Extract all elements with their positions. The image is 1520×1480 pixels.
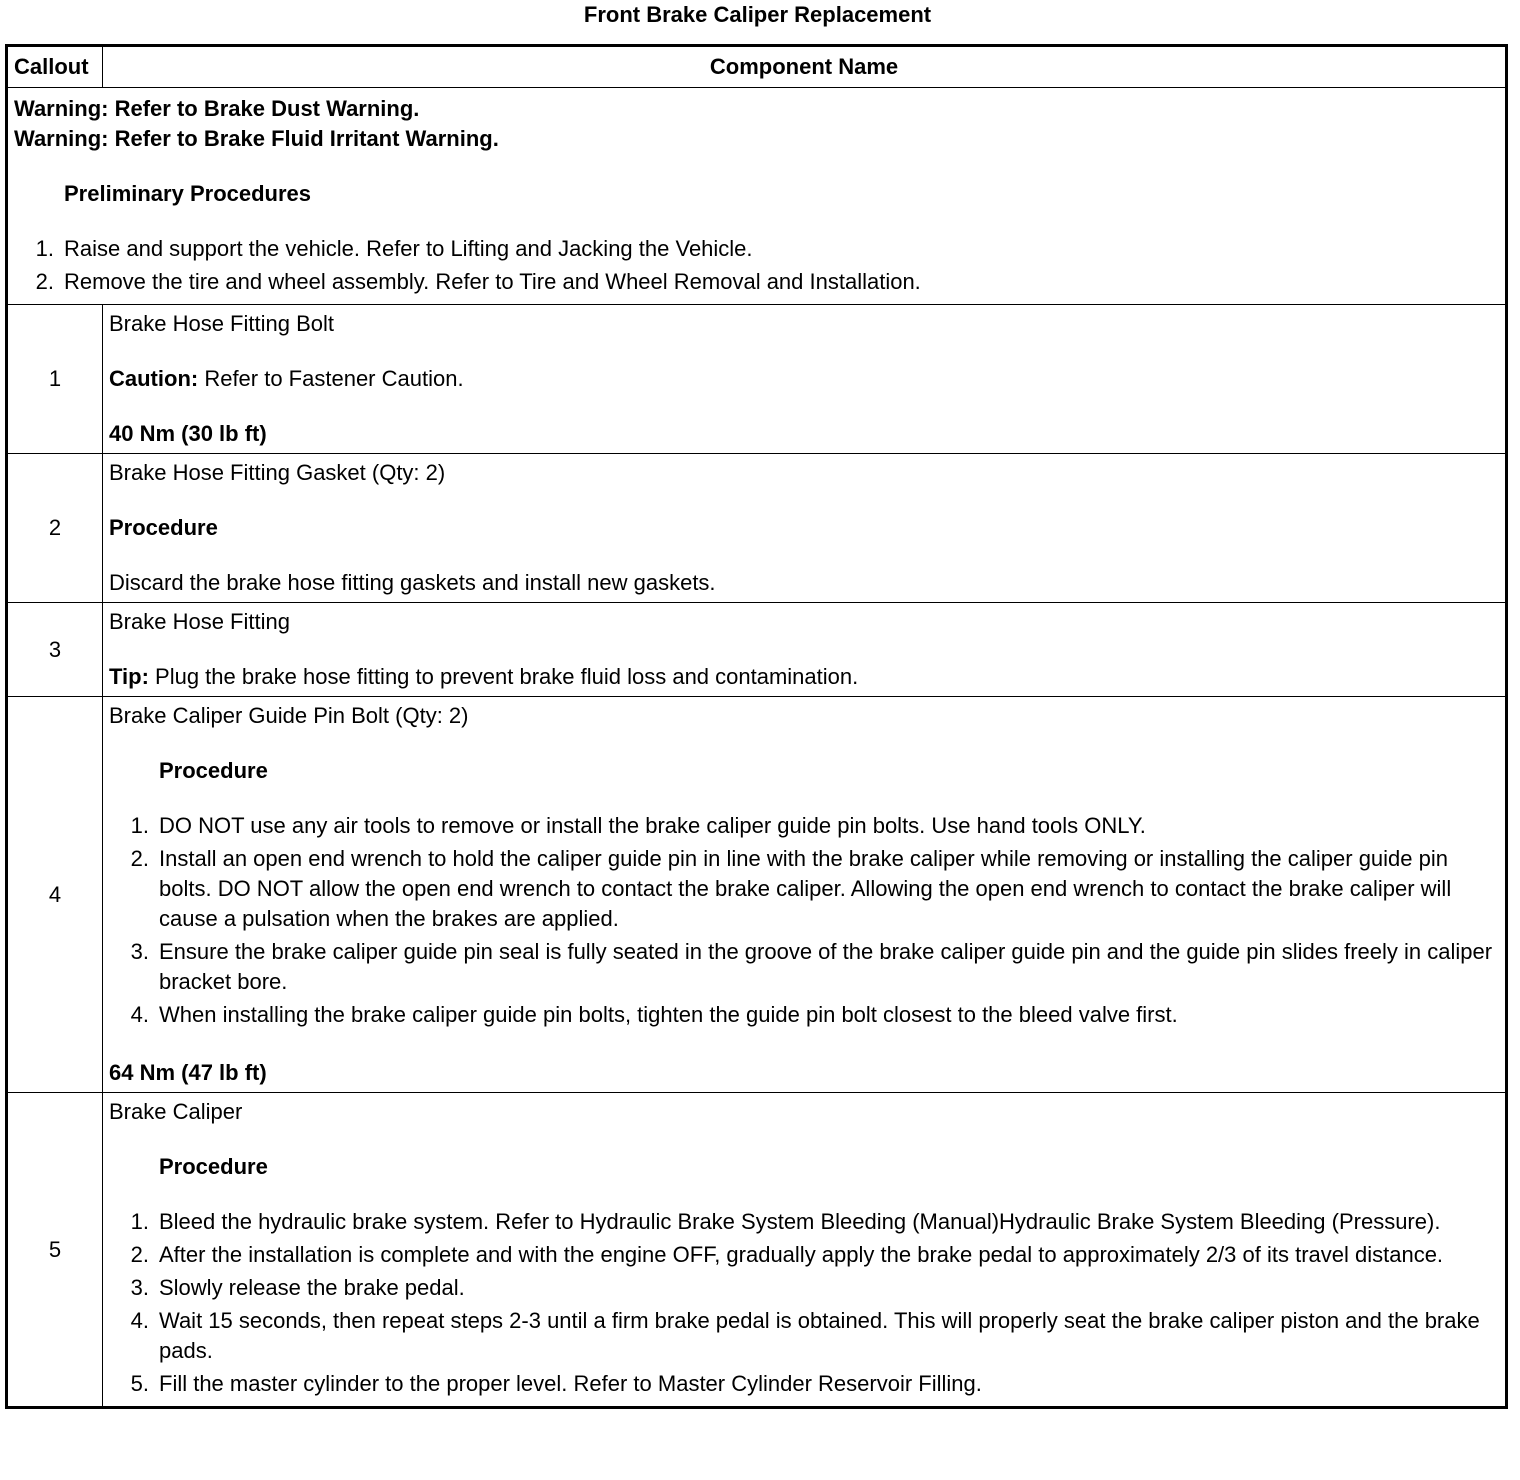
list-item: 2. After the installation is complete and with the engine OFF, gradually apply the brake pedal to approximately 2/3 of its travel distance. (130, 1242, 1444, 1267)
list-item: 4. Wait 15 seconds, then repeat steps 2-3 until a firm brake pedal is obtained. This will properly seat the brake caliper piston and the brake pads. (130, 1308, 1480, 1363)
callout-number: 2 (7, 454, 103, 603)
torque-spec: 64 Nm (47 lb ft) (109, 1060, 267, 1085)
warning-fluid: Warning: Refer to Brake Fluid Irritant Warning. (14, 126, 499, 151)
procedure-steps (109, 811, 1499, 1030)
list-item: 2. Install an open end wrench to hold the caliper guide pin in line with the brake caliper while removing or installing the caliper guide pin bolts. DO NOT allow the open end wrench to contact the brake caliper. Allowing the open end wrench to contact the brake caliper will cause a pulsation when the brakes are applied. (130, 846, 1452, 931)
table-header-row (7, 46, 1507, 88)
list-item: 4. When installing the brake caliper guide pin bolts, tighten the guide pin bolt closest to the bleed valve first. (130, 1002, 1178, 1027)
preliminary-heading: Preliminary Procedures (64, 181, 312, 206)
preliminary-cell (7, 88, 1507, 305)
list-item: 3. Slowly release the brake pedal. (130, 1275, 465, 1300)
component-name: Brake Hose Fitting Bolt (109, 311, 334, 336)
callout-number: 5 (7, 1093, 103, 1408)
procedure-steps (109, 1207, 1499, 1399)
component-cell (103, 697, 1507, 1093)
component-name: Brake Caliper Guide Pin Bolt (Qty: 2) (109, 703, 469, 728)
procedure-table (5, 44, 1508, 1409)
page-title: Front Brake Caliper Replacement (583, 2, 932, 27)
component-cell (103, 603, 1507, 697)
table-row (7, 697, 1507, 1093)
header-callout: Callout (7, 46, 103, 88)
table-row (7, 603, 1507, 697)
warning-dust: Warning: Refer to Brake Dust Warning. (14, 96, 420, 121)
preliminary-row (7, 88, 1507, 305)
caution-note: Caution: Refer to Fastener Caution. (109, 366, 464, 391)
table-row (7, 1093, 1507, 1408)
procedure-heading: Procedure (159, 758, 268, 783)
list-item: 1. Raise and support the vehicle. Refer to Lifting and Jacking the Vehicle. (35, 236, 753, 261)
component-cell (103, 1093, 1507, 1408)
procedure-heading: Procedure (159, 1154, 268, 1179)
procedure-text: Discard the brake hose fitting gaskets and install new gaskets. (109, 570, 716, 595)
component-name: Brake Hose Fitting Gasket (Qty: 2) (109, 460, 446, 485)
preliminary-steps (14, 234, 1499, 297)
component-name: Brake Caliper (109, 1099, 243, 1124)
component-cell (103, 454, 1507, 603)
header-component-name: Component Name (103, 46, 1507, 88)
tip-note: Tip: Plug the brake hose fitting to prevent brake fluid loss and contamination. (109, 664, 859, 689)
component-cell (103, 305, 1507, 454)
callout-number: 3 (7, 603, 103, 697)
table-row (7, 454, 1507, 603)
list-item: 3. Ensure the brake caliper guide pin seal is fully seated in the groove of the brake caliper guide pin and the guide pin slides freely in caliper bracket bore. (130, 939, 1493, 994)
callout-number: 4 (7, 697, 103, 1093)
callout-number: 1 (7, 305, 103, 454)
list-item: 2. Remove the tire and wheel assembly. Refer to Tire and Wheel Removal and Installation. (35, 269, 921, 294)
table-row (7, 305, 1507, 454)
torque-spec: 40 Nm (30 lb ft) (109, 421, 267, 446)
list-item: 1. Bleed the hydraulic brake system. Refer to Hydraulic Brake System Bleeding (Manual)Hydraulic Brake System Bleeding (Pressure). (130, 1209, 1441, 1234)
list-item: 5. Fill the master cylinder to the proper level. Refer to Master Cylinder Reservoir Filling. (130, 1371, 982, 1396)
procedure-heading: Procedure (109, 515, 218, 540)
list-item: 1. DO NOT use any air tools to remove or install the brake caliper guide pin bolts. Use hand tools ONLY. (130, 813, 1146, 838)
component-name: Brake Hose Fitting (109, 609, 290, 634)
